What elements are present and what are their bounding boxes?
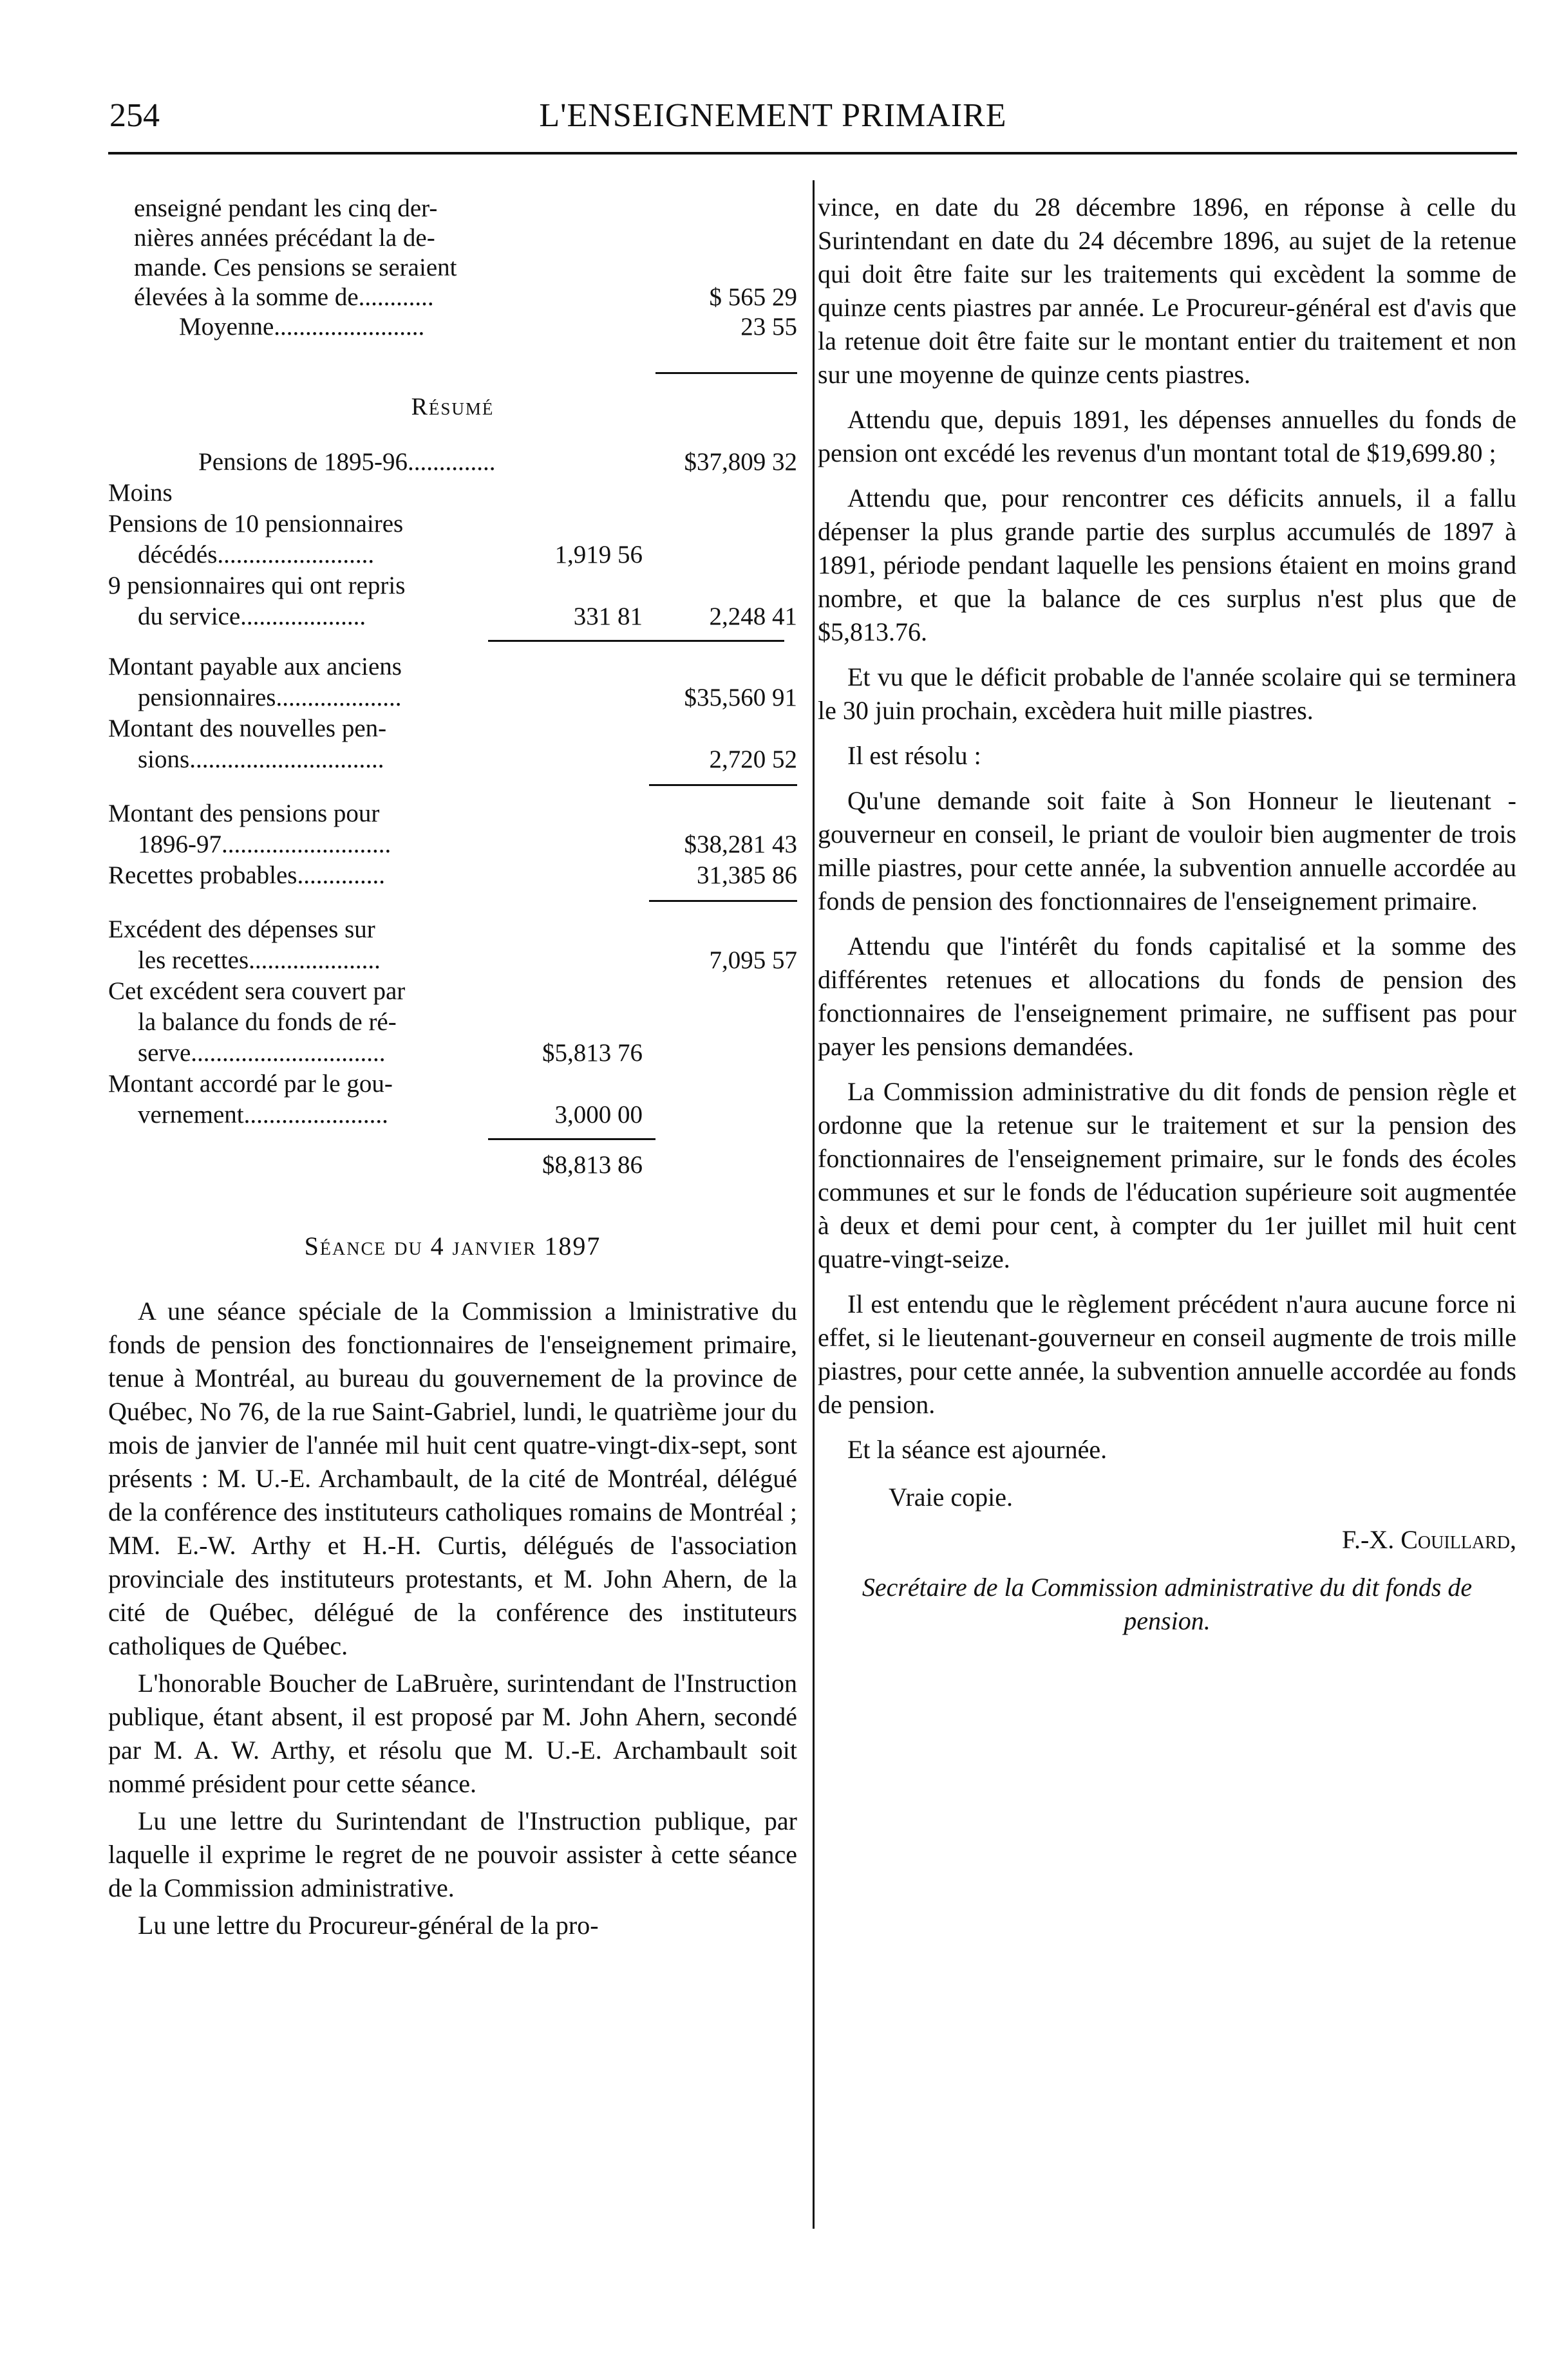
paragraph: L'honorable Boucher de LaBruère, surintendant de l'Instruction publique, étant absent, il est proposé par M. John Ahern, secondé par M. A. W. Arthy, et résolu que M. U.-E. Archambault soit nommé président pour cette séance.: [108, 1669, 797, 1798]
row-value: 331 81: [573, 603, 643, 630]
intro-line: mande. Ces pensions se seraient: [134, 254, 457, 281]
rule: [655, 372, 797, 374]
row-label: décédés.........................: [138, 541, 375, 568]
row-label: Montant des pensions pour: [108, 800, 380, 827]
left-paragraphs: [108, 1295, 797, 1942]
row-label: 9 pensionnaires qui ont repris: [108, 572, 406, 599]
row-label: Cet excédent sera couvert par: [108, 977, 406, 1005]
header-rule: [108, 152, 1517, 155]
paragraph: A une séance spéciale de la Commission a lministrative du fonds de pension des fonctionnaires de l'enseignement primaire, tenue à Montréal, au bureau du gouvernement de la province de Québec, No 76, de la rue Saint-Gabriel, lundi, le quatrième jour du mois de janvier de l'année mil huit cent quatre-vingt-dix-sept, sont présents : M. U.-E. Archambault, de la cité de Montréal, délégué de la conférence des instituteurs catholiques romains de Montréal ; MM. E.-W. Arthy et H.-H. Curtis, délégués de l'association provinciale des instituteurs protestants, et M. John Ahern, de la cité de Québec, délégué de la conférence des instituteurs catholiques de Québec.: [108, 1297, 797, 1660]
row-value: 1,919 56: [554, 541, 643, 568]
row-total: $37,809 32: [684, 448, 797, 476]
row-label: pensionnaires....................: [138, 684, 402, 711]
row-label: Moins: [108, 479, 173, 507]
paragraph: Attendu que, pour rencontrer ces déficits annuels, il a fallu dépenser la plus grande partie des surplus accumulés de 1897 à 1891, période pendant laquelle les pensions étaient en moins grand nombre, et que la balance de ces surplus n'est plus que de $5,813.76.: [818, 483, 1516, 646]
paragraph: vince, en date du 28 décembre 1896, en réponse à celle du Surintendant en date du 24 décembre 1896, au sujet de la retenue qui doit être faite sur les traitements qui excèdent la somme de quinze cents piastres par année. Le Procureur-général est d'avis que la retenue doit être faite sur le montant entier du traitement et non sur une moyenne de quinze cents piastres.: [818, 192, 1516, 389]
paragraph: La Commission administrative du dit fonds de pension règle et ordonne que la retenue sur le traitement et sur la pension des fonctionnaires de l'enseignement primaire, sur le fonds des écoles communes et sur le fonds de l'éducation supérieure soit augmentée à deux et demi pour cent, à compter du 1er juillet mil huit cent quatre-vingt-seize.: [818, 1077, 1516, 1273]
rule: [649, 784, 797, 786]
row-label: vernement.......................: [138, 1101, 388, 1129]
signature-title: Secrétaire de la Commission administrative du dit fonds de pension.: [862, 1573, 1473, 1635]
row-value: 3,000 00: [554, 1101, 643, 1129]
running-head: L'ENSEIGNEMENT PRIMAIRE: [539, 97, 1007, 134]
paragraph: Lu une lettre du Surintendant de l'Instruction publique, par laquelle il exprime le regret de ne pouvoir assister à cette séance de la Commission administrative.: [108, 1806, 797, 1902]
signature: F.-X. Couillard,: [1341, 1525, 1516, 1554]
intro-value: 23 55: [740, 313, 797, 341]
seance-heading: Séance du 4 janvier 1897: [304, 1232, 601, 1260]
row-label: serve...............................: [138, 1039, 386, 1067]
row-label: la balance du fonds de ré-: [138, 1008, 397, 1036]
row-label: Montant payable aux anciens: [108, 653, 402, 680]
paragraph: Attendu que l'intérêt du fonds capitalisé et la somme des différentes retenues et allocations du fonds de pension des fonctionnaires de l'enseignement primaire, ne suffisent pas pour payer les pensions demandées.: [818, 932, 1516, 1061]
paragraph: Lu une lettre du Procureur-général de la pro-: [138, 1911, 599, 1940]
row-total: 2,720 52: [709, 745, 797, 773]
row-total: $8,813 86: [542, 1151, 643, 1179]
page-number: 254: [109, 97, 160, 134]
row-label: Recettes probables..............: [108, 861, 385, 889]
paragraph: Et vu que le déficit probable de l'année scolaire qui se terminera le 30 juin prochain, excèdera huit mille piastres.: [818, 662, 1516, 725]
paragraph: Attendu que, depuis 1891, les dépenses annuelles du fonds de pension ont excédé les revenus d'un montant total de $19,699.80 ;: [818, 405, 1516, 467]
row-total: $35,560 91: [684, 684, 797, 711]
row-label: 1896-97...........................: [138, 830, 391, 858]
row-total: 2,248 41: [709, 603, 797, 630]
intro-line: nières années précédant la de-: [134, 224, 435, 252]
row-label: sions...............................: [138, 745, 384, 773]
paragraph: Il est entendu que le règlement précédent n'aura aucune force ni effet, si le lieutenant-gouverneur en conseil augmente de trois mille piastres, pour cette année, la subvention annuelle accordée au fonds de pension.: [818, 1289, 1516, 1419]
resume-heading: Résumé: [411, 393, 495, 420]
row-total: 7,095 57: [709, 946, 797, 974]
right-column: [818, 191, 1516, 1638]
row-total: $38,281 43: [684, 830, 797, 858]
left-column: [108, 193, 797, 1942]
row-label: Montant des nouvelles pen-: [108, 715, 387, 742]
rule: [488, 1138, 655, 1140]
rule: [488, 640, 784, 642]
row-label: du service....................: [138, 603, 366, 630]
intro-line: Moyenne........................: [179, 313, 425, 341]
paragraph: Qu'une demande soit faite à Son Honneur le lieutenant - gouverneur en conseil, le priant de vouloir bien augmenter de trois mille piastres, pour cette année, la subvention annuelle accordée au fonds de pension des fonctionnaires de l'enseignement primaire.: [818, 786, 1516, 915]
row-total: 31,385 86: [697, 861, 797, 889]
intro-value: $ 565 29: [709, 283, 797, 311]
row-label: Pensions de 10 pensionnaires: [108, 510, 404, 538]
row-label: les recettes.....................: [138, 946, 381, 974]
row-label: Pensions de 1895-96..............: [198, 448, 496, 476]
intro-line: élevées à la somme de............: [134, 283, 434, 311]
intro-line: enseigné pendant les cinq der-: [134, 194, 438, 222]
paragraph: Et la séance est ajournée.: [847, 1435, 1108, 1464]
rule: [649, 900, 797, 902]
column-rule: [813, 180, 815, 2229]
row-value: $5,813 76: [542, 1039, 643, 1067]
vraie-copie: Vraie copie.: [889, 1483, 1013, 1512]
row-label: Excédent des dépenses sur: [108, 915, 375, 943]
intro-block: [134, 193, 797, 354]
row-label: Montant accordé par le gou-: [108, 1070, 393, 1098]
resume-table: [108, 447, 797, 1181]
paragraph: Il est résolu :: [847, 741, 981, 770]
